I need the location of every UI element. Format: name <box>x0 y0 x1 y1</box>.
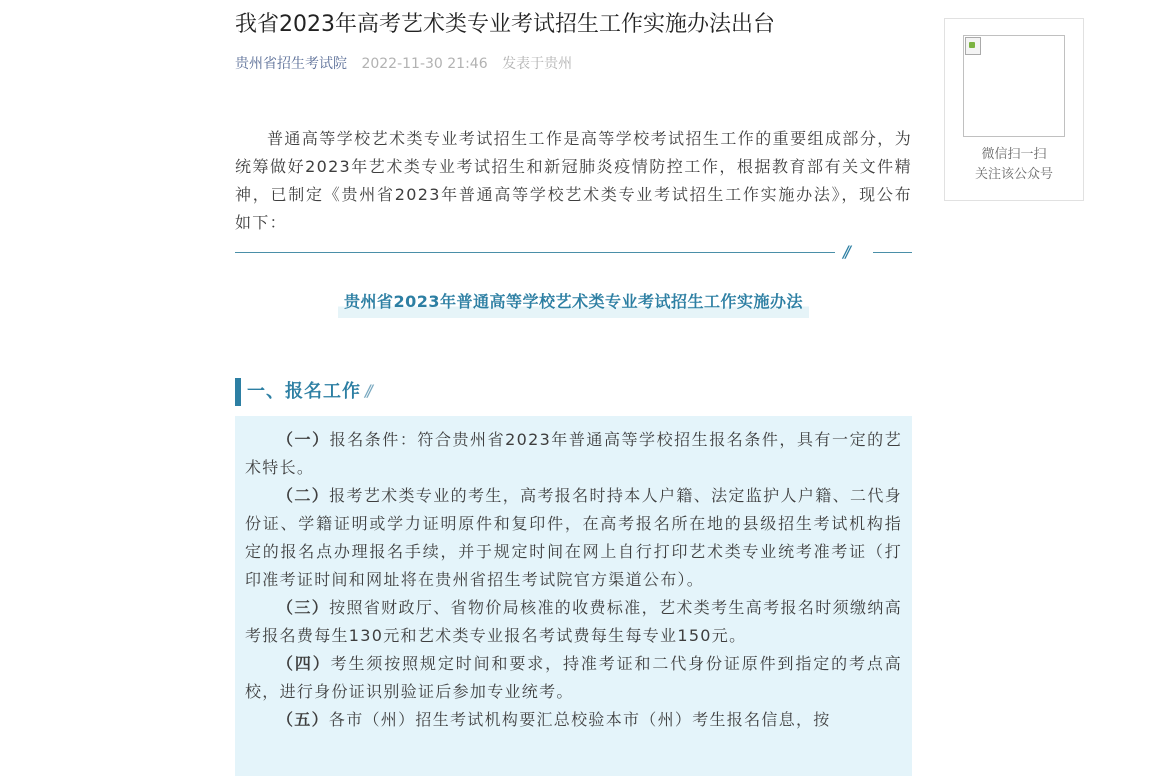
section-slash-mark: // <box>365 381 370 400</box>
item-number: （五） <box>277 710 329 729</box>
list-item <box>245 706 902 734</box>
item-number: （三） <box>277 598 330 617</box>
list-item <box>245 650 902 706</box>
list-item <box>245 594 902 650</box>
qr-caption-line1: 微信扫一扫 <box>981 147 1047 162</box>
qr-caption <box>945 145 1083 185</box>
item-number: （二） <box>277 486 330 505</box>
item-text: 考生须按照规定时间和要求，持准考证和二代身份证原件到指定的考点高校，进行身份证识别验证后参加专业统考。 <box>245 654 902 701</box>
item-number: （四） <box>277 654 331 673</box>
item-text: 报考艺术类专业的考生，高考报名时持本人户籍、法定监护人户籍、二代身份证、学籍证明或学力证明原件和复印件，在高考报名所在地的县级招生考试机构指定的报名点办理报名手续，并于规定时间在网上自行打印艺术类专业统考准考证（打印准考证时间和网址将在贵州省招生考试院官方渠道公布）。 <box>245 486 902 589</box>
section-accent-bar <box>235 378 241 406</box>
section-divider <box>235 244 912 260</box>
divider-line-right <box>873 252 912 253</box>
divider-line-left <box>235 252 835 253</box>
qr-code-image[interactable] <box>963 35 1065 137</box>
divider-slash-mark: // <box>843 242 848 261</box>
content-box <box>235 416 912 776</box>
item-text: 按照省财政厅、省物价局核准的收费标准，艺术类考生高考报名时须缴纳高考报名费每生130元和艺术类专业报名考试费每生每专业150元。 <box>245 598 902 645</box>
qr-card <box>944 18 1084 201</box>
broken-image-icon <box>965 37 981 55</box>
article-meta <box>235 54 572 74</box>
author-link[interactable]: 贵州省招生考试院 <box>235 56 347 72</box>
item-text: 各市（州）招生考试机构要汇总校验本市（州）考生报名信息，按 <box>328 710 831 729</box>
list-item <box>245 482 902 594</box>
item-number: （一） <box>277 430 330 449</box>
item-text: 报名条件：符合贵州省2023年普通高等学校招生报名条件，具有一定的艺术特长。 <box>245 430 903 477</box>
section-label: 一、报名工作 <box>247 381 361 402</box>
doc-title-wrap <box>235 288 912 318</box>
document-title: 贵州省2023年普通高等学校艺术类专业考试招生工作实施办法 <box>338 288 809 318</box>
intro-paragraph: 普通高等学校艺术类专业考试招生工作是高等学校考试招生工作的重要组成部分，为统筹做好2023年艺术类专业考试招生和新冠肺炎疫情防控工作，根据教育部有关文件精神，已制定《贵州省2023年普通高等学校艺术类专业考试招生工作实施办法》，现公布如下： <box>235 129 912 232</box>
publish-location: 发表于贵州 <box>502 56 573 72</box>
article-title: 我省2023年高考艺术类专业考试招生工作实施办法出台 <box>235 12 775 37</box>
list-item <box>245 426 902 482</box>
qr-caption-line2: 关注该公众号 <box>974 167 1053 182</box>
publish-date: 2022-11-30 21:46 <box>361 56 488 72</box>
